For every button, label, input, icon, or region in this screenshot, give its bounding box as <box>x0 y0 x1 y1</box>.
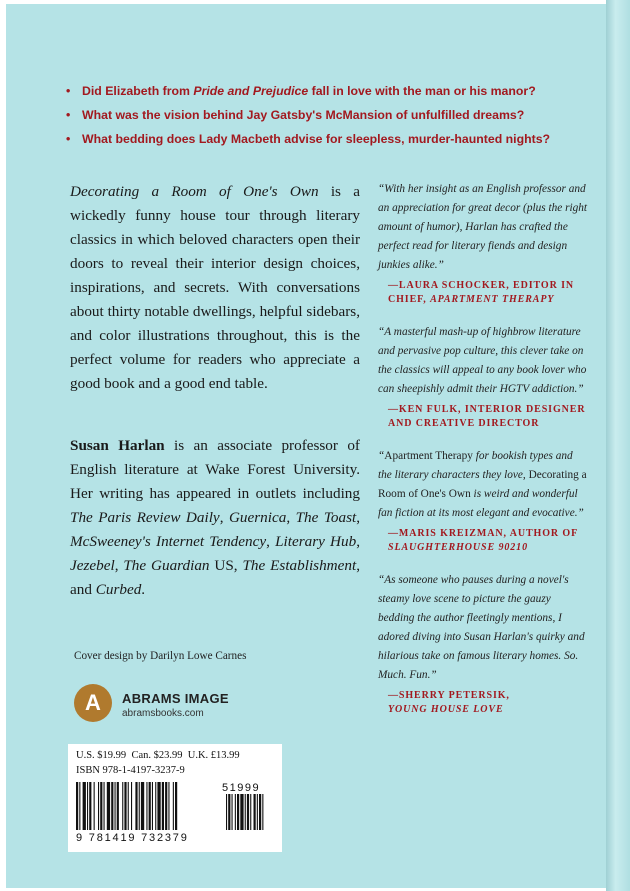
bio-text: , <box>114 557 124 574</box>
author-name: —SHERRY PETERSIK, <box>388 690 510 701</box>
publisher-url: abramsbooks.com <box>122 708 204 719</box>
outlet-name: Literary Hub <box>275 533 357 550</box>
author-bio <box>70 434 360 602</box>
outlet-name: Curbed <box>95 581 142 598</box>
endorsement-author <box>388 403 588 431</box>
outlet-name: The Establishment <box>242 557 357 574</box>
book-title: Decorating a Room of One's Own <box>70 183 319 200</box>
question-item <box>66 108 596 123</box>
bio-text: , <box>286 509 296 526</box>
isbn-number: ISBN 978-1-4197-3237-9 <box>76 765 185 776</box>
outlet-name: The Guardian <box>123 557 210 574</box>
endorsement <box>378 447 588 555</box>
endorsement <box>378 323 588 431</box>
endorsement-quote <box>378 323 588 399</box>
bio-text: US, <box>209 557 243 574</box>
quote-text: “As someone who pauses during a novel's steamy love scene to picture the gauzy bedding the author fleetingly mentions, I adored diving into Susan Harlan's quirky and hilarious take on famous literary homes. So. Much. Fun.” <box>378 574 585 681</box>
outlet-name: Jezebel <box>70 557 115 574</box>
quote-upright-text: Apartment Therapy <box>384 450 473 462</box>
cover-design-credit: Cover design by Darilyn Lowe Carnes <box>74 650 247 662</box>
endorsement-author <box>388 527 588 555</box>
bio-text: , <box>356 533 360 550</box>
description-text: is a wickedly funny house tour through literary classics in which beloved characters open their doors to reveal their interior design choices, inspirations, and secrets. With conversations about thirty notable dwellings, helpful sidebars, and color illustrations throughout, this is the perfect volume for readers who appreciate a good book and a good end table. <box>70 183 360 392</box>
question-text: Did Elizabeth from <box>82 84 194 98</box>
question-book-title: Pride and Prejudice <box>193 84 309 98</box>
outlet-name: Guernica <box>228 509 287 526</box>
endorsement <box>378 180 588 307</box>
author-name: —LAURA SCHOCKER, EDITOR IN CHIEF, <box>388 280 575 305</box>
outlet-name: The Paris Review Daily <box>70 509 220 526</box>
bullet-icon: • <box>66 108 71 122</box>
endorsement-author <box>388 279 588 307</box>
bio-text: , <box>219 509 229 526</box>
endorsement-quote <box>378 571 588 685</box>
question-text: What was the vision behind Jay Gatsby's McMansion of unfulfilled dreams? <box>82 108 525 122</box>
bio-text: , <box>356 509 361 526</box>
quote-text: for bookish types and the literary characters they love, <box>378 450 573 481</box>
outlet-name: McSweeney's Internet Tendency <box>70 533 267 550</box>
bio-text: , <box>266 533 276 550</box>
price-can: Can. $23.99 <box>131 750 183 761</box>
publication-name: SLAUGHTERHOUSE 90210 <box>388 542 528 553</box>
quote-text: is weird and wonderful fan fiction at its most elegant and evocative.” <box>378 488 584 519</box>
endorsement-quote <box>378 447 588 523</box>
price-line <box>76 750 240 761</box>
barcode-addon-number: 51999 <box>222 782 261 794</box>
publisher-name: ABRAMS IMAGE <box>122 691 229 706</box>
author-name: Susan Harlan <box>70 437 165 454</box>
endorsement <box>378 571 588 717</box>
quote-text: “With her insight as an English professor and an appreciation for great decor (plus the right amount of humor), Harlan has crafted the perfect read for literary fiends and design junkies alike.” <box>378 183 588 271</box>
barcode-panel <box>68 744 282 852</box>
barcode-number: 9 781419 732379 <box>76 832 189 844</box>
price-uk: U.K. £13.99 <box>187 750 240 761</box>
bio-text: , and <box>70 557 360 598</box>
endorsement-author <box>388 689 588 717</box>
author-name: —KEN FULK, INTERIOR DESIGNER AND CREATIVE DIRECTOR <box>388 404 586 429</box>
question-list <box>66 84 596 156</box>
endorsements <box>378 180 588 733</box>
bio-text: . <box>141 581 146 598</box>
outlet-name: The Toast <box>295 509 357 526</box>
question-text: fall in love with the man or his manor? <box>308 84 536 98</box>
back-cover <box>6 4 606 888</box>
endorsement-quote <box>378 180 588 275</box>
price-us: U.S. $19.99 <box>76 750 127 761</box>
quote-text: “A masterful mash-up of highbrow literature and pervasive pop culture, this clever take on the classics will appeal to any book lover who can sheepishly admit their HGTV addiction.” <box>378 326 587 395</box>
bullet-icon: • <box>66 132 71 146</box>
question-text: What bedding does Lady Macbeth advise for sleepless, murder-haunted nights? <box>82 132 551 146</box>
book-spine <box>606 0 630 891</box>
bio-text: is an associate professor of English literature at Wake Forest University. Her writing has appeared in outlets including <box>70 437 360 502</box>
question-item <box>66 84 596 99</box>
publication-name: APARTMENT THERAPY <box>430 294 555 305</box>
book-description <box>70 180 360 396</box>
bullet-icon: • <box>66 84 71 98</box>
question-item <box>66 132 596 147</box>
abrams-logo-icon: A <box>74 684 112 722</box>
author-name: —MARIS KREIZMAN, AUTHOR OF <box>388 528 578 539</box>
quote-upright-text: Decorating a Room of One's Own <box>378 469 587 500</box>
publication-name: YOUNG HOUSE LOVE <box>388 704 504 715</box>
quote-text: “ <box>378 450 385 462</box>
